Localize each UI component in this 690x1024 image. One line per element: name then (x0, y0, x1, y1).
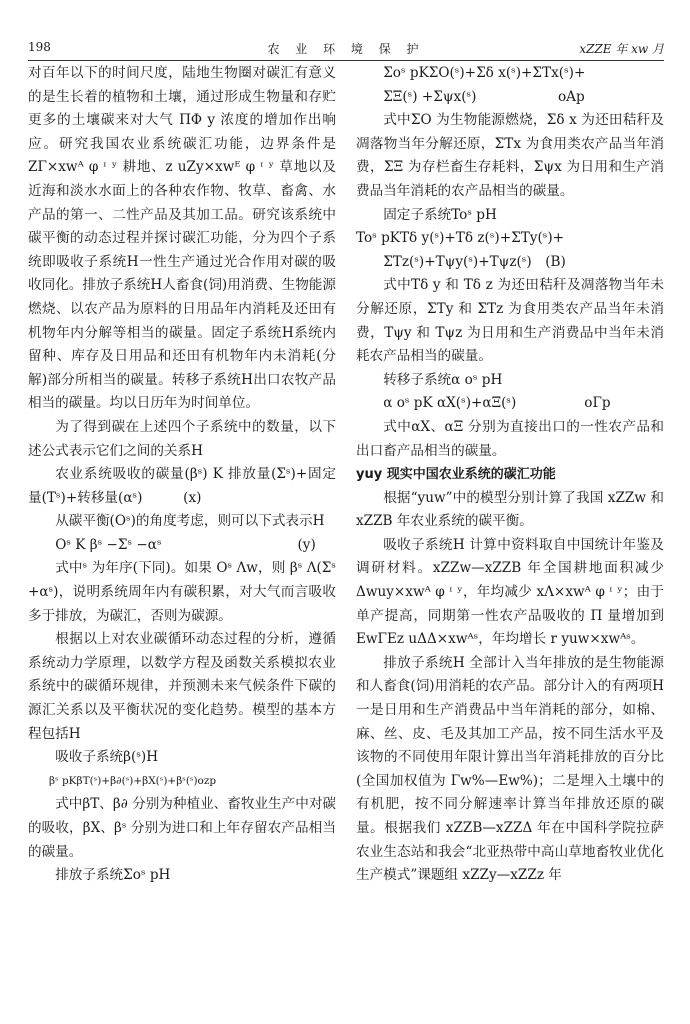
page-number: 198 (28, 40, 51, 54)
page-header (28, 36, 664, 61)
equation: Oˢ K βˢ −Σˢ −αˢ (y) (55, 536, 316, 553)
paragraph: 根据“yuᴡ”中的模型分别计算了我国 xZZw 和 xZZB 年农业系统的碳平衡。 (356, 489, 664, 530)
equation: βˢ pKβT(ˢ)+β∂(ˢ)+βX(ˢ)+βˢ(ˢ)ozp (49, 774, 217, 787)
paragraph: 式中ΣO 为生物能源燃烧，Σδ x 为还田秸秆及凋落物当年分解还原，ΣTx 为食用类农产品当年消费，ΣΞ 为存栏畜生存耗料，Σψx 为日用和生产消费品当年消耗的农产品相当的碳量。 (356, 112, 664, 199)
equation: Toˢ pKTδ y(ˢ)+Tδ z(ˢ)+ΣTy(ˢ)+ (356, 230, 565, 247)
issue-date: xZZE 年 xw 月 (579, 42, 664, 56)
equation: ΣΞ(ˢ) +Σψx(ˢ) oAp (383, 88, 585, 105)
paragraph: 吸收子系统H 计算中资料取自中国统计年鉴及调研材料。xZZw—xZZB 年全国耕地面积减少 Δwuy×xwᴬ φ ᶦ ʸ，年均减少 xΛ×xwᴬ φ ᶦ ʸ；由于单产提高，同期第一性农产品吸收的 Π 量增加到 EwΓEz uΔΔ×xwᴬˢ，年均增长 r yuw×xwᴬˢ。 (356, 536, 664, 648)
section-heading: yuy 现实中国农业系统的碳汇功能 (356, 467, 556, 483)
equation: ΣTz(ˢ)+Tψy(ˢ)+Tψz(ˢ) (B) (383, 253, 566, 270)
paragraph: 式中ˢ 为年序(下同)。如果 Oˢ Λw，则 βˢ Λ(Σˢ +αˢ)，说明系统周年内有碳积累，对大气而言吸收多于排放，为碳汇，否则为碳源。 (28, 560, 336, 624)
paragraph: 吸收子系统β(ˢ)H (55, 749, 159, 766)
paragraph: 式中βT、β∂ 分别为种植业、畜牧业生产中对碳的吸收，βX、βˢ 分别为进口和上年存留农产品相当的碳量。 (28, 796, 337, 860)
paragraph: 排放子系统H 全部计入当年排放的是生物能源和人畜食(饲)用消耗的农产品。部分计入的有两项H一是日用和生产消费品中当年消耗的部分，如棉、麻、丝、皮、毛及其加工产品，按不同生活水平及该物的不同使用年限计算出当年消耗排放的百分比(全国加权值为 Γw%—Ew%)；二是埋入土壤中的有机肥，按不同分解速率计算当年排放还原的碳量。根据我们 xZZB—xZZΔ 年在中国科学院拉萨农业生态站和我会“北亚热带中高山草地畜牧业优化生产模式”课题组 xZZy—xZZz 年 (356, 654, 664, 884)
equation: Σoˢ pKΣO(ˢ)+Σδ x(ˢ)+ΣTx(ˢ)+ (383, 65, 586, 81)
equation: α oˢ pK αX(ˢ)+αΞ(ˢ) oΓp (383, 395, 611, 412)
paragraph: 式中Tδ y 和 Tδ z 为还田秸秆及凋落物当年未分解还原，ΣTy 和 ΣTz 为食用类农产品当年未消费，Tψy 和 Tψz 为日用和生产消费品中当年未消耗农产品相当的碳量。 (356, 277, 664, 365)
paragraph: 农业系统吸收的碳量(βˢ) K 排放量(Σˢ)+固定量(Tˢ)+转移量(αˢ) (x) (28, 466, 336, 506)
paragraph: 排放子系统Σoˢ pH (55, 867, 171, 884)
paragraph: 根据以上对农业碳循环动态过程的分析，遵循系统动力学原理，以数学方程及函数关系模拟农业系统中的碳循环规律，并预测未来气候条件下碳的源汇关系以及平衡状况的变化趋势。模型的基本方程包括H (28, 631, 336, 742)
paragraph: 式中αX、αΞ 分别为直接出口的一性农产品和出口畜产品相当的碳量。 (356, 418, 664, 459)
left-column (28, 62, 336, 888)
paragraph: 从碳平衡(Oˢ)的角度考虑，则可以下式表示H (55, 513, 325, 530)
paragraph: 转移子系统α oˢ pH (383, 371, 503, 388)
paragraph: 对百年以下的时间尺度，陆地生物圈对碳汇有意义的是生长着的植物和土壤，通过形成生物量和存贮更多的土壤碳来对大气 ΠΦ y 浓度的增加作出响应。研究我国农业系统碳汇功能，边界条件是 ZΓ×xwᴬ φ ᶦ ʸ 耕地、z uZy×xwᴱ φ ᶦ ʸ 草地以及近海和淡水水面上的各种农作物、牧草、畜禽、水产品的第一、二性产品及其加工品。研究该系统中碳平衡的动态过程并探讨碳汇功能，分为四个子系统即吸收子系统H一性生产通过光合作用对碳的吸收同化。排放子系统H人畜食(饲)用消费、生物能源燃烧、以农产品为原料的日用品年内消耗及还田有机物年内分解等相当的碳量。固定子系统H系统内留种、库存及日用品和还田有机物年内未消耗(分解)部分所相当的碳量。转移子系统H出口农牧产品相当的碳量。均以日历年为时间单位。 (28, 65, 336, 412)
journal-title: 农 业 环 境 保 护 (267, 42, 425, 56)
paragraph: 为了得到碳在上述四个子系统中的数量，以下述公式表示它们之间的关系H (28, 418, 336, 459)
paragraph: 固定子系统Toˢ pH (383, 206, 497, 223)
right-column (356, 62, 664, 888)
